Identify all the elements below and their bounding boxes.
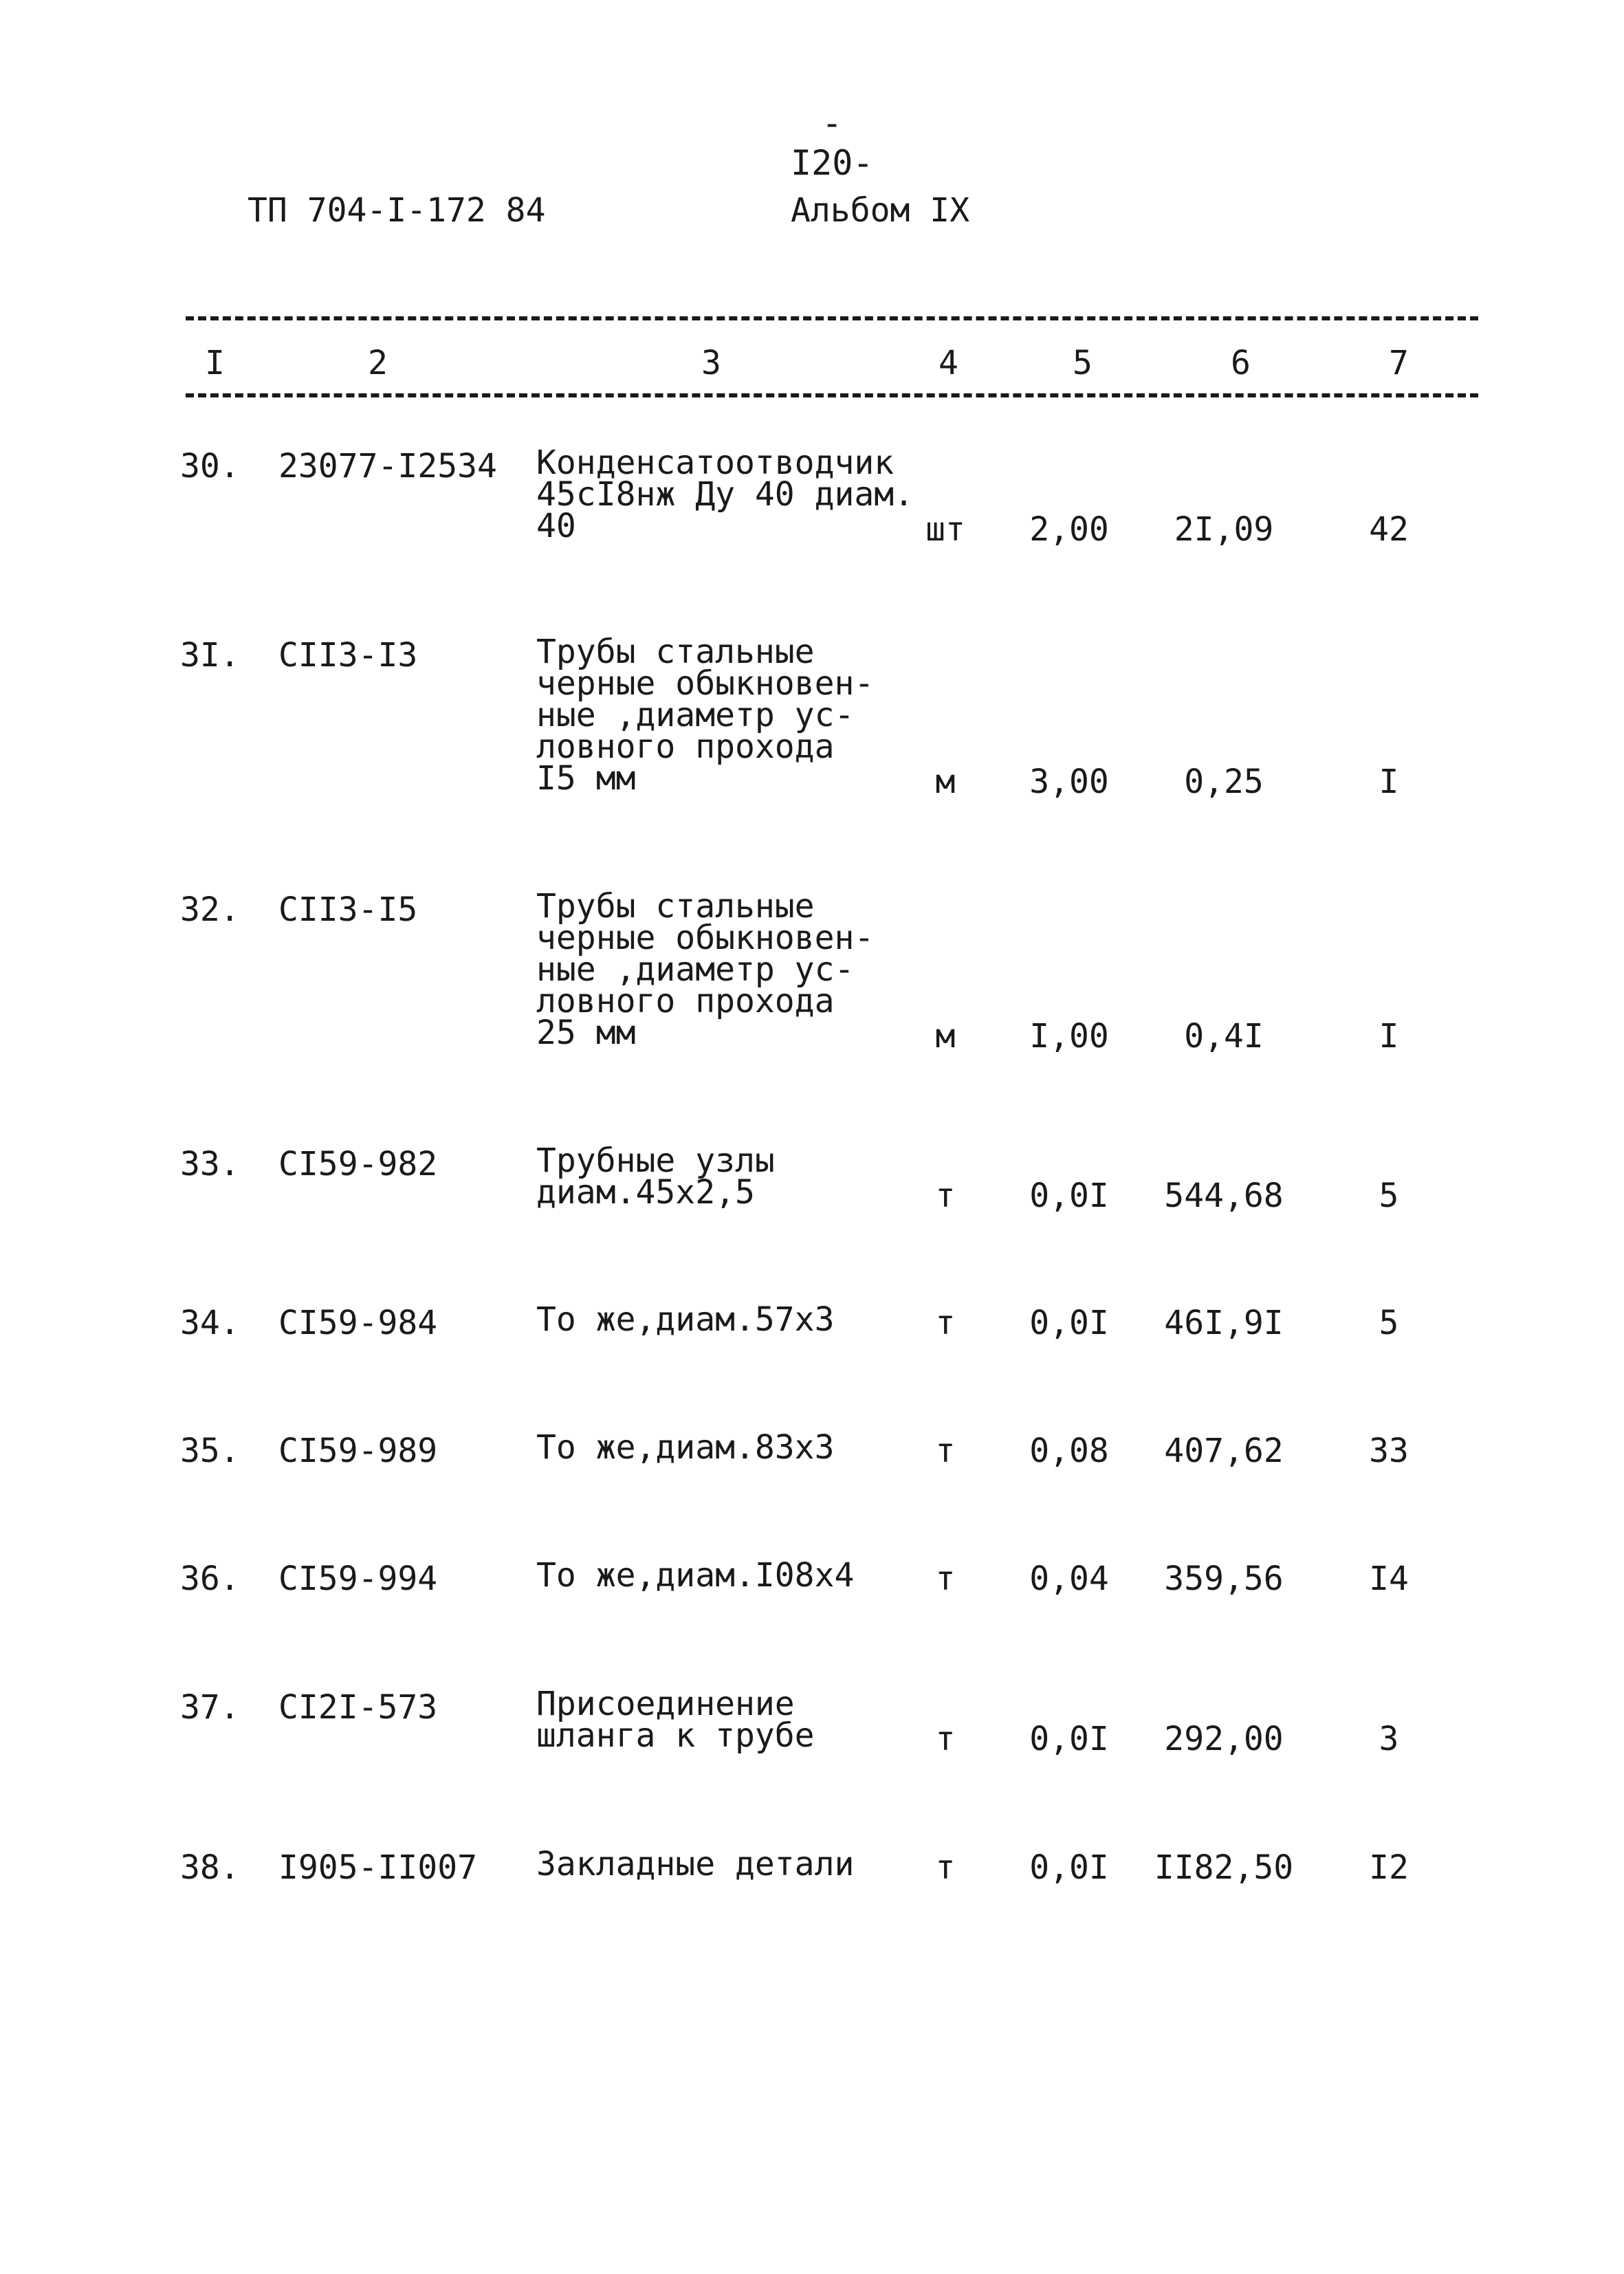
row-total: I (1379, 1017, 1399, 1056)
row-unit: м (935, 1017, 956, 1056)
row-quantity: 0,0I (1029, 1720, 1109, 1758)
row-code: 23077-I2534 (278, 447, 497, 485)
row-code: CI59-982 (278, 1145, 438, 1183)
column-header-7: 7 (1389, 344, 1409, 382)
row-unit: т (935, 1304, 956, 1342)
column-header-5: 5 (1073, 344, 1093, 382)
row-name: Присоединение шланга к трубе (536, 1685, 815, 1755)
row-name: То же,диам.I08х4 (536, 1556, 855, 1595)
row-name: Трубы стальные черные обыкновен- ные ,диаметр ус- ловного прохода 25 мм (536, 887, 875, 1052)
row-quantity: 3,00 (1029, 763, 1109, 801)
row-total: I (1379, 763, 1399, 801)
row-price: 359,56 (1164, 1560, 1284, 1598)
row-unit: т (935, 1848, 956, 1887)
row-number: 35. (180, 1432, 240, 1470)
row-name: Закладные детали (536, 1845, 855, 1883)
row-name: То же,диам.83х3 (536, 1428, 835, 1467)
row-code: CII3-I5 (278, 890, 418, 929)
row-total: I2 (1369, 1848, 1409, 1887)
row-code: CI59-994 (278, 1560, 438, 1598)
column-header-row (0, 344, 1624, 385)
row-number: 33. (180, 1145, 240, 1183)
column-header-6: 6 (1231, 344, 1251, 382)
row-number: 34. (180, 1304, 240, 1342)
page-number: -I20- (791, 103, 874, 183)
row-total: 5 (1379, 1177, 1399, 1215)
header-bottom-rule (186, 393, 1478, 397)
row-number: 32. (180, 890, 240, 929)
row-code: CI59-989 (278, 1432, 438, 1470)
row-quantity: 0,04 (1029, 1560, 1109, 1598)
row-name: То же,диам.57х3 (536, 1300, 835, 1339)
header-top-rule (186, 316, 1478, 320)
row-unit: т (935, 1177, 956, 1215)
row-total: 5 (1379, 1304, 1399, 1342)
row-number: 37. (180, 1688, 240, 1727)
row-number: 30. (180, 447, 240, 485)
row-quantity: 0,0I (1029, 1177, 1109, 1215)
row-price: 407,62 (1164, 1432, 1284, 1470)
row-unit: т (935, 1432, 956, 1470)
column-header-3: 3 (701, 344, 721, 382)
column-header-2: 2 (368, 344, 388, 382)
album-label: Альбом IX (791, 191, 970, 230)
row-total: I4 (1369, 1560, 1409, 1598)
row-price: 46I,9I (1164, 1304, 1284, 1342)
row-code: I905-II007 (278, 1848, 477, 1887)
row-unit: т (935, 1720, 956, 1758)
document-code: ТП 704-I-172 84 (248, 191, 546, 230)
row-unit: м (935, 763, 956, 801)
row-total: 33 (1369, 1432, 1409, 1470)
row-total: 3 (1379, 1720, 1399, 1758)
row-quantity: 0,08 (1029, 1432, 1109, 1470)
row-unit: т (935, 1560, 956, 1598)
row-quantity: I,00 (1029, 1017, 1109, 1056)
column-header-4: 4 (939, 344, 958, 382)
row-code: CII3-I3 (278, 636, 418, 675)
row-number: 36. (180, 1560, 240, 1598)
row-name: Конденсатоотводчик 45сI8нж Ду 40 диам. 40 (536, 444, 914, 545)
row-number: 3I. (180, 636, 240, 675)
row-quantity: 2,00 (1029, 510, 1109, 549)
row-price: 0,4I (1184, 1017, 1264, 1056)
row-name: Трубные узлы диам.45х2,5 (536, 1141, 775, 1212)
row-code: CI2I-573 (278, 1688, 438, 1727)
row-quantity: 0,0I (1029, 1848, 1109, 1887)
column-header-1: I (205, 344, 225, 382)
row-code: CI59-984 (278, 1304, 438, 1342)
row-name: Трубы стальные черные обыкновен- ные ,диаметр ус- ловного прохода I5 мм (536, 633, 875, 798)
row-number: 38. (180, 1848, 240, 1887)
row-price: 292,00 (1164, 1720, 1284, 1758)
row-total: 42 (1369, 510, 1409, 549)
row-unit: шт (925, 510, 965, 549)
row-quantity: 0,0I (1029, 1304, 1109, 1342)
row-price: 2I,09 (1174, 510, 1274, 549)
row-price: 0,25 (1184, 763, 1264, 801)
row-price: 544,68 (1164, 1177, 1284, 1215)
row-price: II82,50 (1154, 1848, 1294, 1887)
